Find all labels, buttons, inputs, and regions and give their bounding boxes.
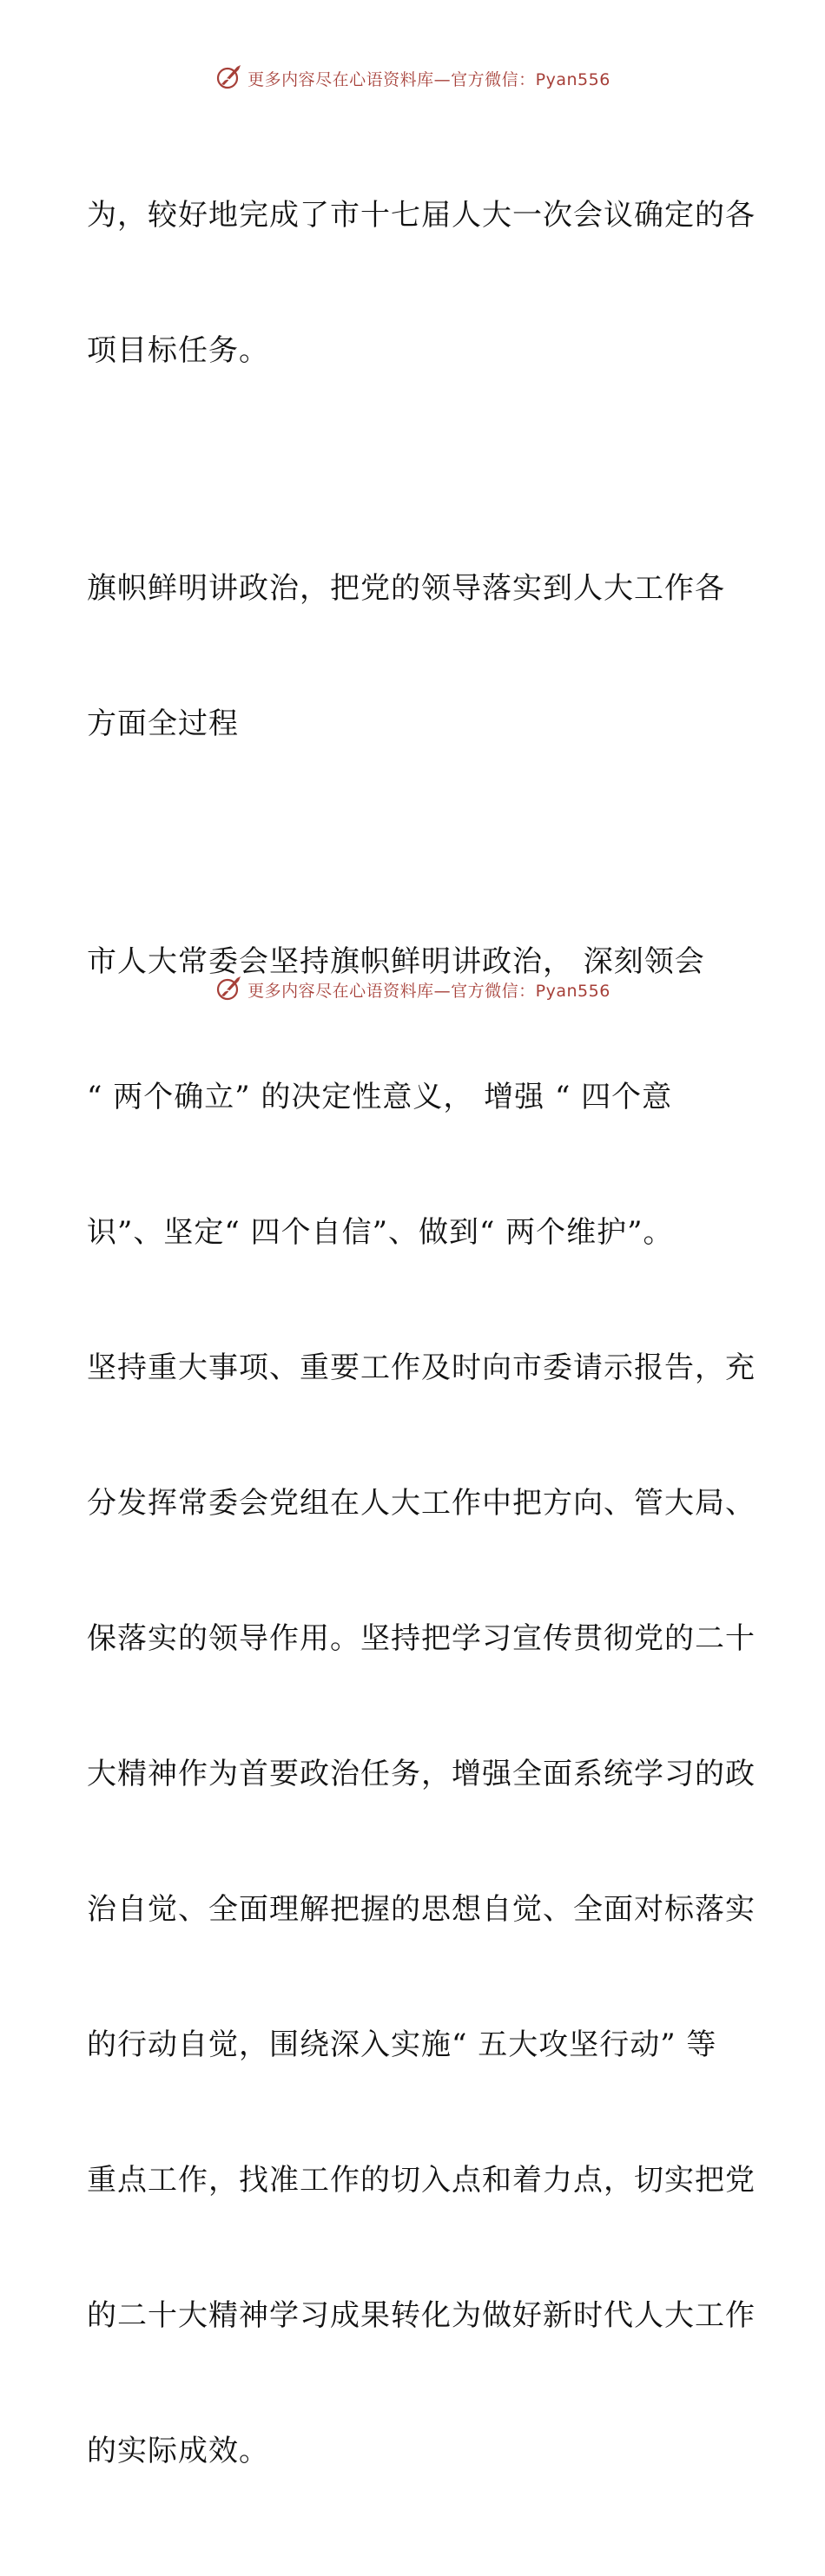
banner-text: 更多内容尽在心语资料库—官方微信：Pyan556 <box>248 981 610 1001</box>
text-line: 旗帜鲜明讲政治，把党的领导落实到人大工作各 <box>87 571 725 606</box>
text-line: 分发挥常委会党组在人大工作中把方向、管大局、 <box>87 1486 756 1521</box>
text-line: 保落实的领导作用。坚持把学习宣传贯彻党的二十 <box>87 1621 756 1656</box>
text-line: 治自觉、全面理解把握的思想自觉、全面对标落实 <box>87 1892 756 1927</box>
paragraph <box>87 102 756 463</box>
banner-text: 更多内容尽在心语资料库—官方微信：Pyan556 <box>248 69 610 89</box>
text-line: 识”、坚定“ 四个自信”、做到“ 两个维护”。 <box>87 1215 674 1250</box>
header-banner <box>0 61 825 95</box>
footer-banner <box>0 972 825 1007</box>
quill-pen-logo-icon <box>214 62 244 95</box>
text-line: 的实际成效。 <box>87 2434 269 2468</box>
text-line: 大精神作为首要政治任务，增强全面系统学习的政 <box>87 1757 756 1791</box>
document-body <box>87 102 756 2576</box>
text-line: 为，较好地完成了市十七届人大一次会议确定的各 <box>87 198 756 233</box>
text-line: 的行动自觉，围绕深入实施“ 五大攻坚行动” 等 <box>87 2027 717 2062</box>
text-line: 的二十大精神学习成果转化为做好新时代人大工作 <box>87 2298 756 2333</box>
text-line: 坚持重大事项、重要工作及时向市委请示报告，充 <box>87 1350 756 1385</box>
text-line: “ 两个确立” 的决定性意义， 增强 “ 四个意 <box>87 1080 673 1114</box>
text-line: 重点工作，找准工作的切入点和着力点，切实把党 <box>87 2163 756 2198</box>
paragraph <box>87 849 756 2564</box>
text-line: 方面全过程 <box>87 706 239 741</box>
quill-pen-logo-icon <box>214 973 244 1006</box>
text-line: 市人大常委会坚持旗帜鲜明讲政治， 深刻领会 <box>87 944 705 979</box>
text-line: 项目标任务。 <box>87 333 269 368</box>
section-heading <box>87 476 740 837</box>
